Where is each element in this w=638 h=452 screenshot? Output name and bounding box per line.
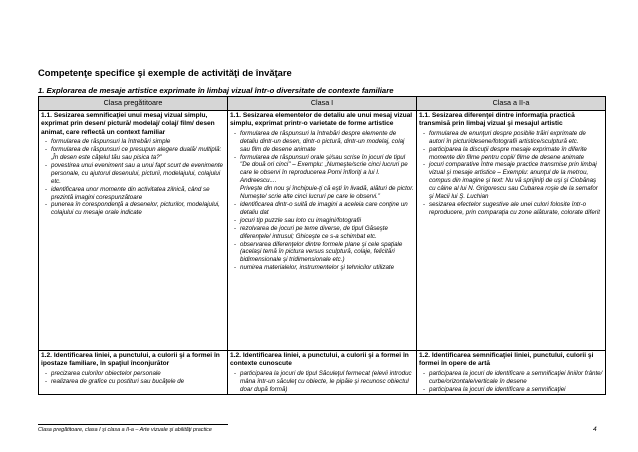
list-item: - formularea de răspunsuri ce presupun alegere duală/ multiplă: „În desen este căţelul tău sau pisica ta?” [45, 146, 222, 162]
list-item: - realizarea de grafice cu postituri sau bucăţele de [45, 377, 185, 385]
table-row [39, 111, 606, 351]
examples-list [41, 138, 225, 217]
cell-prep-1-2 [39, 351, 228, 395]
competences-table [38, 96, 606, 395]
list-item: - participarea la jocuri de tipul Săculeţul fermecat (elevii introduc mâna într-un săculeţ cu obiecte, le pipăie şi recunosc obiectul doar după formă) [234, 369, 412, 393]
cell-clasa1-1-2 [228, 351, 417, 395]
list-item: - sesizarea efectelor sugestive ale unei culori folosite într-o reproducere, prin comparaţia cu zone alăturate, colorate diferit [423, 200, 600, 216]
list-item: - jocuri tip puzzle sau loto cu imagini/fotografii [234, 216, 362, 224]
list-item: - participarea la jocuri de identificare a semnificaţiei [423, 385, 566, 393]
list-item: - participarea la discuţii despre mesaje exprimate în diferite momente din filme pentru copii/ filme de desene animate [423, 145, 587, 161]
competence-group-title: 1. Explorarea de mesaje artistice exprimate în limbaj vizual într-o diversitate de contexte familiare [38, 86, 394, 95]
table-row [39, 351, 606, 395]
competence-text: 1.1. Sesizarea elementelor de detaliu ale unui mesaj vizual simplu, exprimat printr-o varietate de forme artistice [230, 112, 413, 128]
cell-clasa2-1-2 [417, 351, 606, 395]
list-item: - identificarea unor momente din activitatea zilnică, când se prezintă imagini corespunzătoare [45, 185, 210, 201]
examples-list [230, 130, 414, 272]
list-item: - identificarea dintr-o suită de imagini a aceleia care conţine un detaliu dat [234, 200, 408, 216]
examples-list [419, 370, 603, 394]
competence-text: 1.1. Sesizarea semnificaţiei unui mesaj vizual simplu, exprimat prin desen/ pictură/ modelaj/ colaj/ film/ desen animat, care reflectă un context familiar [41, 112, 215, 136]
list-item: - povestirea unui eveniment sau a unui fapt scurt de evenimente personale, cu ajutorul desenului, picturii, modelajului, colajului etc. [45, 161, 223, 185]
list-item: Priveşte din nou şi închipuie-ţi că eşti în livadă, alături de pictor. Numeşte/ scrie alte cinci lucruri pe care le observi.” [240, 185, 414, 201]
list-item: - precizarea culorilor obiectelor personale [45, 369, 161, 377]
list-item: - participarea la jocuri de identificare a semnificaţiei liniilor frânte/ curbe/orizontale/verticale în desene [423, 369, 603, 385]
cell-clasa2-1-1 [417, 111, 606, 351]
list-item: - formularea de răspunsuri orale şi/sau scrise în jocuri de tipul "De două ori cinci" – Exemplu: „Numeşte/scrie cinci lucruri pe care le observi în reproducerea Pomi înfloriţi a lui I. Andreescu.... [234, 153, 408, 185]
table-header-row [39, 97, 606, 111]
page-number: 4 [593, 426, 597, 433]
competence-text: 1.2. Identificarea liniei, a punctului, a culorii şi a formei în contexte cunoscute [230, 352, 409, 368]
cell-prep-1-1 [39, 111, 228, 351]
section-title: Competenţe specifice şi exemple de activităţi de învăţare [38, 67, 292, 78]
list-item: - formularea de răspunsuri la întrebări despre elemente de detaliu dintr-un desen, dintr-o pictură, dintr-un modelaj, colaj sau film de desene animate [234, 129, 405, 153]
list-item: - formularea de răspunsuri la întrebări simple [45, 138, 171, 146]
competence-text: 1.2. Identificarea liniei, a punctului, a culorii şi a formei în ipostaze familiare, în spaţiul înconjurător [41, 352, 220, 368]
header-clasa-1: Clasa I [228, 97, 417, 111]
footer-divider [38, 424, 228, 425]
header-clasa-2: Clasa a II-a [417, 97, 606, 111]
list-item: - jocuri comparative între mesaje practice transmise prin limbaj vizual şi mesaje artistice – Exemplu: anunţul de la metrou, compus din imagine şi text: Nu vă sprijiniţi de uşi şi Ciobănaş cu câine al lui N. Grigorescu sau Cubarea roşie de la semafor şi Macii lui Ş. Luchian [423, 161, 598, 201]
list-item: - punerea în corespondenţă a desenelor, picturilor, modelajului, colajului cu mesaje orale indicate [45, 201, 220, 217]
list-item: - rezolvarea de jocuri pe teme diverse, de tipul Găseşte diferenţele/ intrusul; Ghiceşte ce s-a schimbat etc. [234, 224, 388, 240]
examples-list [419, 130, 603, 217]
list-item: - formularea de enunţuri despre posibile trăiri exprimate de autori în picturi/desene/fotografii artistice/sculptură etc. [423, 129, 586, 145]
cell-clasa1-1-1 [228, 111, 417, 351]
header-clasa-pregatitoare: Clasa pregătitoare [39, 97, 228, 111]
competence-text: 1.1. Sesizarea diferenţei dintre informaţia practică transmisă prin limbaj vizual şi mesajul artistic [419, 112, 575, 128]
examples-list [230, 370, 414, 394]
examples-list [41, 370, 225, 386]
footer-text: Clasa pregătitoare, clasa I şi clasa a II-a – Arte vizuale şi abilităţi practice [38, 427, 212, 433]
competence-text: 1.2. Identificarea semnificaţiei liniei, punctului, culorii şi formei în opere de artă [419, 352, 594, 368]
list-item: - observarea diferenţelor dintre formele plane şi cele spaţiale (acelaşi temă în pictura versus sculptură, colaje, felicitări bidimensionale şi tridimensionale etc.) [234, 240, 403, 264]
list-item: - numirea materialelor, instrumentelor şi tehnicilor utilizate [234, 264, 395, 272]
